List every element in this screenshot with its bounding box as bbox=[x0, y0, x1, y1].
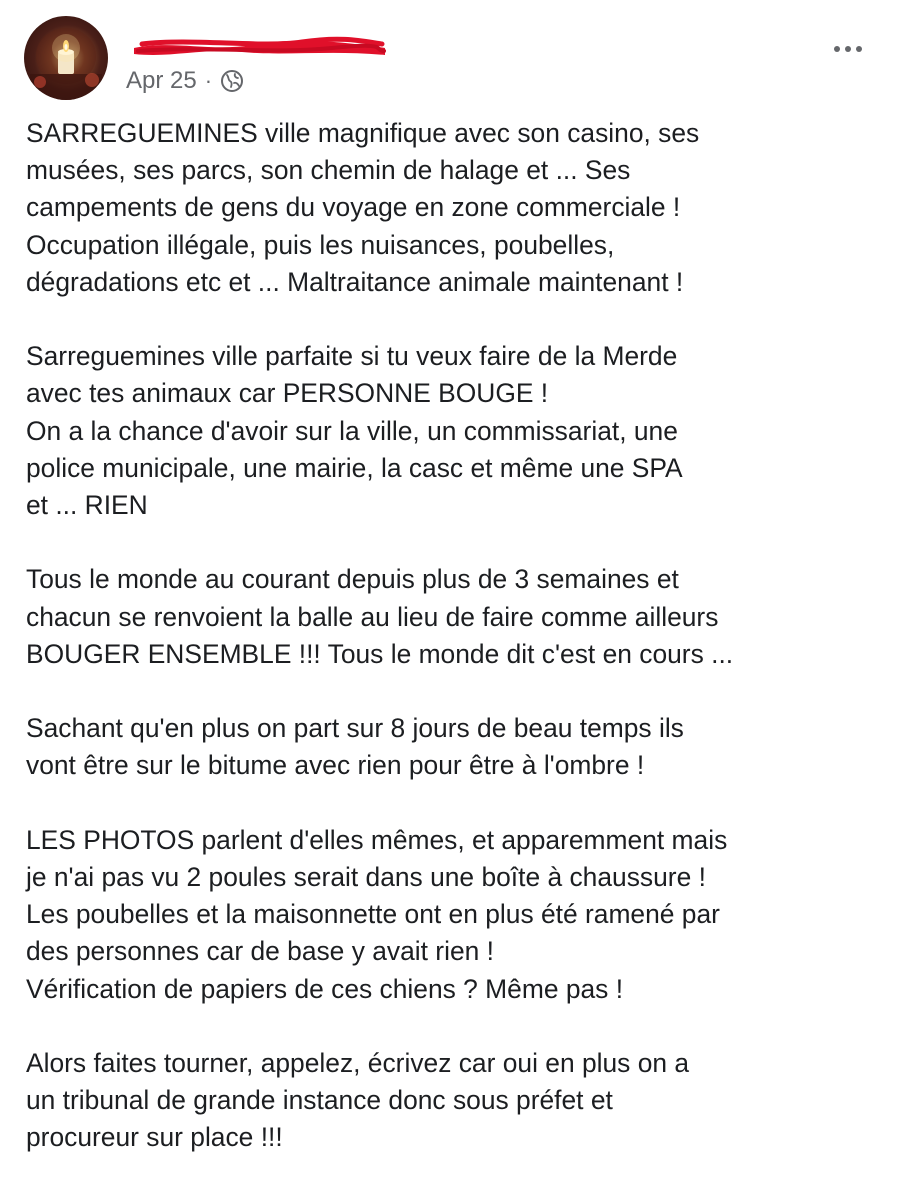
text-line: BOUGER ENSEMBLE !!! Tous le monde dit c'est en cours ... bbox=[26, 638, 734, 669]
post-header bbox=[24, 16, 874, 102]
more-options-button[interactable] bbox=[828, 34, 868, 64]
redaction-mark bbox=[132, 36, 387, 58]
text-line: SARREGUEMINES ville magnifique avec son casino, ses bbox=[26, 118, 700, 148]
text-line: Les poubelles et la maisonnette ont en plus été ramené par bbox=[26, 899, 720, 930]
text-line: avec tes animaux car PERSONNE BOUGE ! bbox=[26, 378, 549, 409]
post-paragraph bbox=[26, 115, 886, 301]
more-options-icon bbox=[845, 46, 851, 52]
text-line: des personnes car de base y avait rien ! bbox=[26, 936, 494, 967]
text-line: Sarreguemines ville parfaite si tu veux faire de la Merde bbox=[26, 341, 678, 372]
post-date[interactable]: Apr 25 bbox=[126, 67, 197, 94]
author-name[interactable] bbox=[132, 30, 387, 64]
text-line: Sachant qu'en plus on part sur 8 jours de beau temps ils bbox=[26, 713, 684, 744]
text-line: et ... RIEN bbox=[26, 490, 148, 521]
text-line: vont être sur le bitume avec rien pour être à l'ombre ! bbox=[26, 750, 645, 781]
text-line: Alors faites tourner, appelez, écrivez car oui en plus on a bbox=[26, 1048, 690, 1078]
text-line: Vérification de papiers de ces chiens ? Même pas ! bbox=[26, 973, 624, 1004]
candle-photo-icon bbox=[24, 16, 108, 100]
text-line: chacun se renvoient la balle au lieu de faire comme ailleurs bbox=[26, 601, 719, 632]
more-options-icon bbox=[856, 46, 862, 52]
text-line: LES PHOTOS parlent d'elles mêmes, et apparemment mais bbox=[26, 824, 728, 855]
text-line: procureur sur place !!! bbox=[26, 1122, 283, 1153]
text-line: Occupation illégale, puis les nuisances, poubelles, bbox=[26, 229, 615, 260]
post-paragraph bbox=[26, 710, 886, 784]
post-paragraph bbox=[26, 338, 886, 524]
text-line: dégradations etc et ... Maltraitance animale maintenant ! bbox=[26, 266, 684, 297]
post-meta bbox=[126, 66, 244, 96]
globe-icon[interactable] bbox=[220, 69, 244, 93]
post-paragraph bbox=[26, 561, 886, 673]
post-paragraph bbox=[26, 822, 886, 1008]
text-line: je n'ai pas vu 2 poules serait dans une boîte à chaussure ! bbox=[26, 862, 706, 892]
text-line: Tous le monde au courant depuis plus de 3 semaines et bbox=[26, 564, 679, 595]
text-line: police municipale, une mairie, la casc et même une SPA bbox=[26, 452, 683, 483]
text-line: un tribunal de grande instance donc sous préfet et bbox=[26, 1085, 613, 1116]
meta-separator: · bbox=[204, 68, 213, 93]
author-avatar[interactable] bbox=[24, 16, 108, 100]
text-line: musées, ses parcs, son chemin de halage et ... Ses bbox=[26, 155, 631, 186]
text-line: campements de gens du voyage en zone commerciale ! bbox=[26, 192, 681, 223]
text-line: On a la chance d'avoir sur la ville, un commissariat, une bbox=[26, 415, 678, 446]
post-body bbox=[26, 115, 886, 1194]
more-options-icon bbox=[834, 46, 840, 52]
post-paragraph bbox=[26, 1045, 886, 1157]
